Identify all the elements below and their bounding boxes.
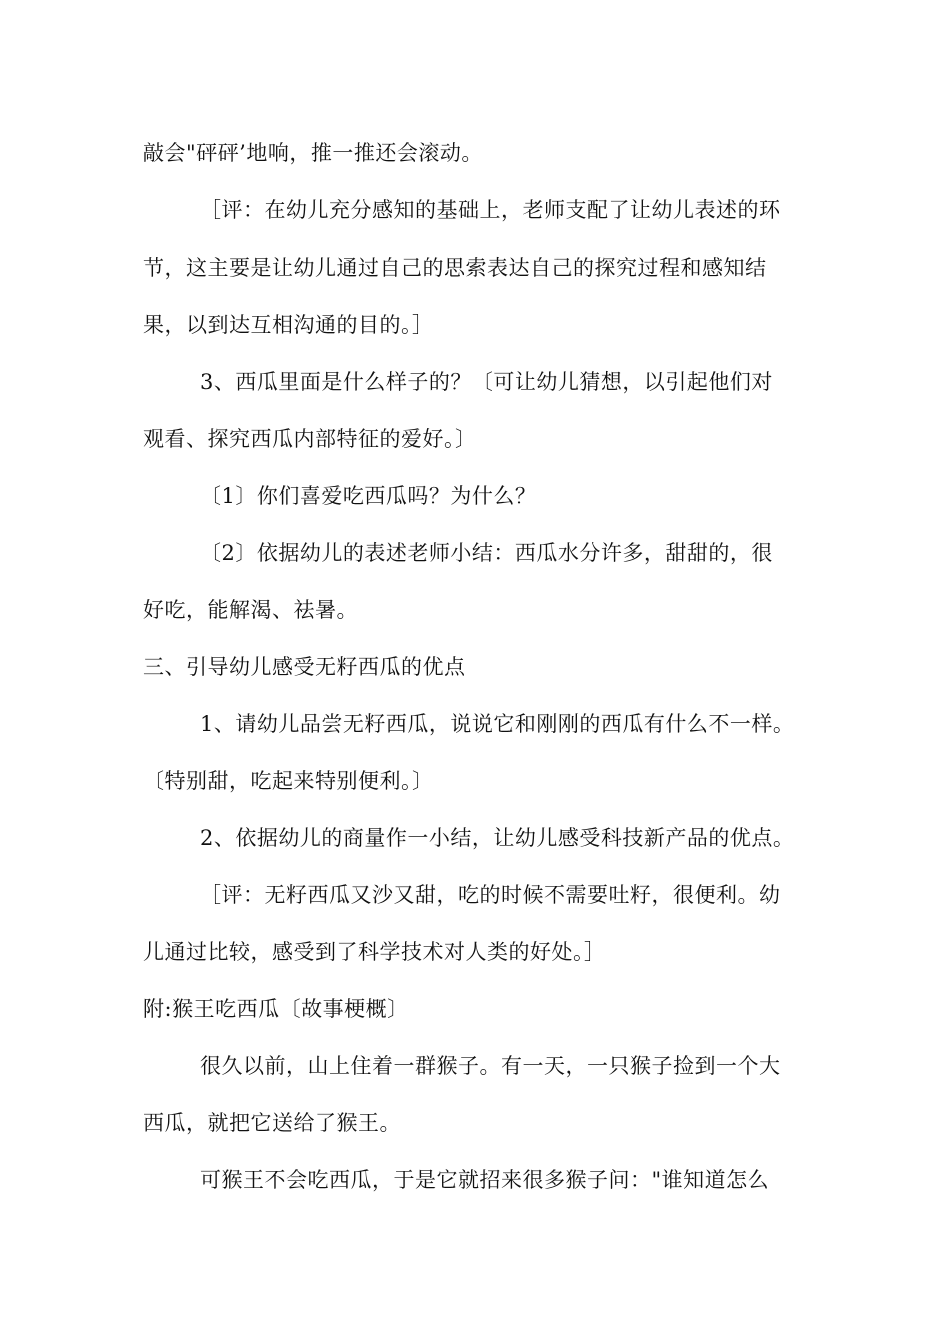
text-line-12: 〔特别甜，吃起来特别便利。〕	[143, 769, 434, 793]
text-line-5: 3、西瓜里面是什么样子的？〔可让幼儿猜想，以引起他们对	[200, 370, 773, 394]
text-line-1: 敲会"砰砰’地响，推一推还会滚动。	[143, 141, 483, 165]
section-heading: 三、引导幼儿感受无籽西瓜的优点	[143, 655, 466, 679]
text-line-14: ［评：无籽西瓜又沙又甜，吃的时候不需要吐籽，很便利。幼	[200, 883, 781, 907]
text-line-18: 西瓜，就把它送给了猴王。	[143, 1111, 401, 1135]
text-line-3: 节，这主要是让幼儿通过自己的思索表达自己的探究过程和感知结	[143, 256, 767, 280]
text-line-6: 观看、探究西瓜内部特征的爱好。〕	[143, 427, 477, 451]
text-line-2: ［评：在幼儿充分感知的基础上，老师支配了让幼儿表述的环	[200, 198, 781, 222]
text-line-17: 很久以前，山上住着一群猴子。有一天，一只猴子捡到一个大	[200, 1054, 781, 1078]
text-line-13: 2、依据幼儿的商量作一小结，让幼儿感受科技新产品的优点。	[200, 826, 795, 850]
text-line-15: 儿通过比较，感受到了科学技术对人类的好处。］	[143, 940, 606, 964]
text-line-7: 〔1〕你们喜爱吃西瓜吗？为什么？	[200, 484, 537, 508]
text-line-11: 1、请幼儿品尝无籽西瓜，说说它和刚刚的西瓜有什么不一样。	[200, 712, 795, 736]
text-line-8: 〔2〕依据幼儿的表述老师小结：西瓜水分许多，甜甜的，很	[200, 541, 773, 565]
text-line-19: 可猴王不会吃西瓜，于是它就招来很多猴子问："谁知道怎么	[200, 1168, 770, 1192]
text-line-9: 好吃，能解渴、祛暑。	[143, 598, 358, 622]
text-line-4: 果，以到达互相沟通的目的。］	[143, 313, 434, 337]
appendix-heading: 附:猴王吃西瓜〔故事梗概〕	[143, 997, 409, 1021]
